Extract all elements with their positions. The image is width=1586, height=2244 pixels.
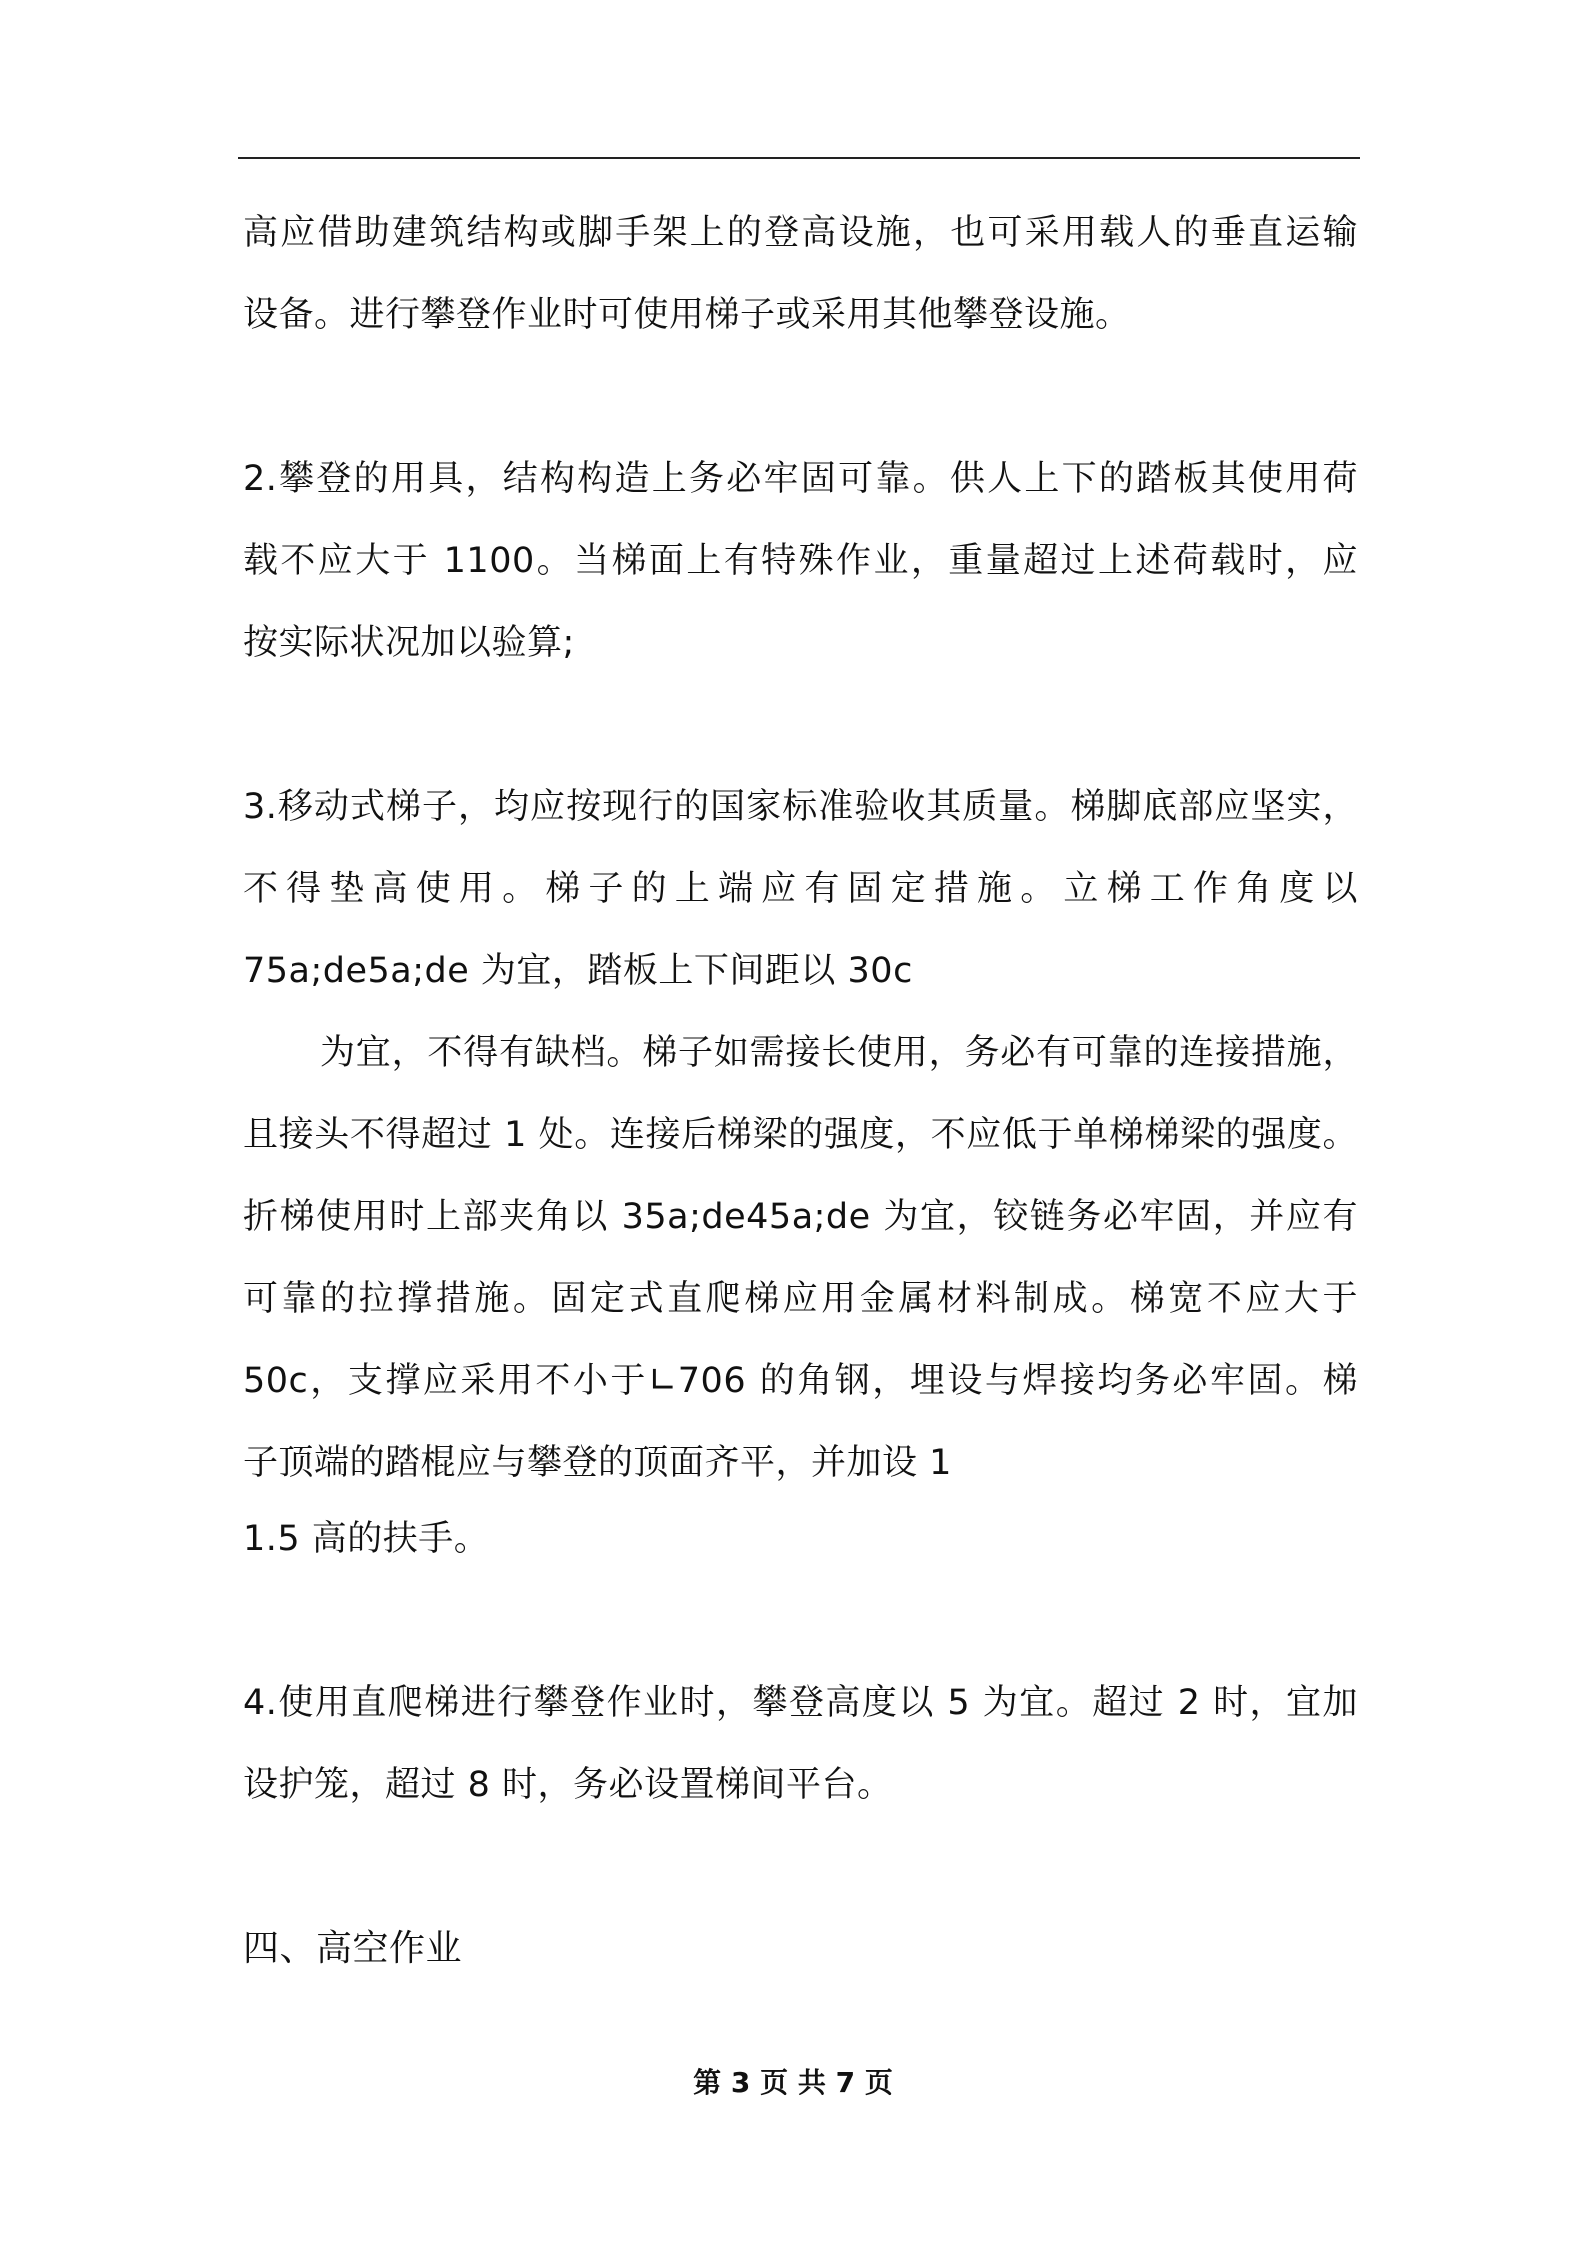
text-line: 不得垫高使用。梯子的上端应有固定措施。立梯工作角度以	[243, 869, 1358, 909]
text-line: 设备。进行攀登作业时可使用梯子或采用其他攀登设施。	[243, 295, 1131, 335]
text-line: 2.攀登的用具，结构构造上务必牢固可靠。供人上下的踏板其使用荷	[243, 459, 1358, 499]
text-line: 按实际状况加以验算;	[243, 623, 575, 663]
text-line: 可靠的拉撑措施。固定式直爬梯应用金属材料制成。梯宽不应大于	[243, 1279, 1358, 1319]
text-line: 1.5 高的扶手。	[243, 1519, 490, 1559]
section-heading: 四、高空作业	[243, 1928, 463, 1969]
text-line: 载不应大于 1100。当梯面上有特殊作业，重量超过上述荷载时，应	[243, 541, 1358, 581]
text-line: 设护笼，超过 8 时，务必设置梯间平台。	[243, 1765, 893, 1805]
text-line: 为宜，不得有缺档。梯子如需接长使用，务必有可靠的连接措施，	[320, 1033, 1358, 1073]
text-line: 且接头不得超过 1 处。连接后梯梁的强度，不应低于单梯梯梁的强度。	[243, 1115, 1358, 1155]
text-line: 折梯使用时上部夹角以 35a;de45a;de 为宜，铰链务必牢固，并应有	[243, 1197, 1358, 1237]
text-line: 4.使用直爬梯进行攀登作业时，攀登高度以 5 为宜。超过 2 时，宜加	[243, 1683, 1358, 1723]
text-line: 50c，支撑应采用不小于∟706 的角钢，埋设与焊接均务必牢固。梯	[243, 1361, 1358, 1401]
text-line: 高应借助建筑结构或脚手架上的登高设施，也可采用载人的垂直运输	[243, 213, 1358, 253]
text-line: 75a;de5a;de 为宜，踏板上下间距以 30c	[243, 951, 913, 991]
text-line: 3.移动式梯子，均应按现行的国家标准验收其质量。梯脚底部应坚实，	[243, 787, 1358, 827]
page-number: 第 3 页 共 7 页	[693, 2066, 893, 2099]
text-line: 子顶端的踏棍应与攀登的顶面齐平，并加设 1	[243, 1443, 952, 1483]
header-rule	[238, 157, 1360, 159]
